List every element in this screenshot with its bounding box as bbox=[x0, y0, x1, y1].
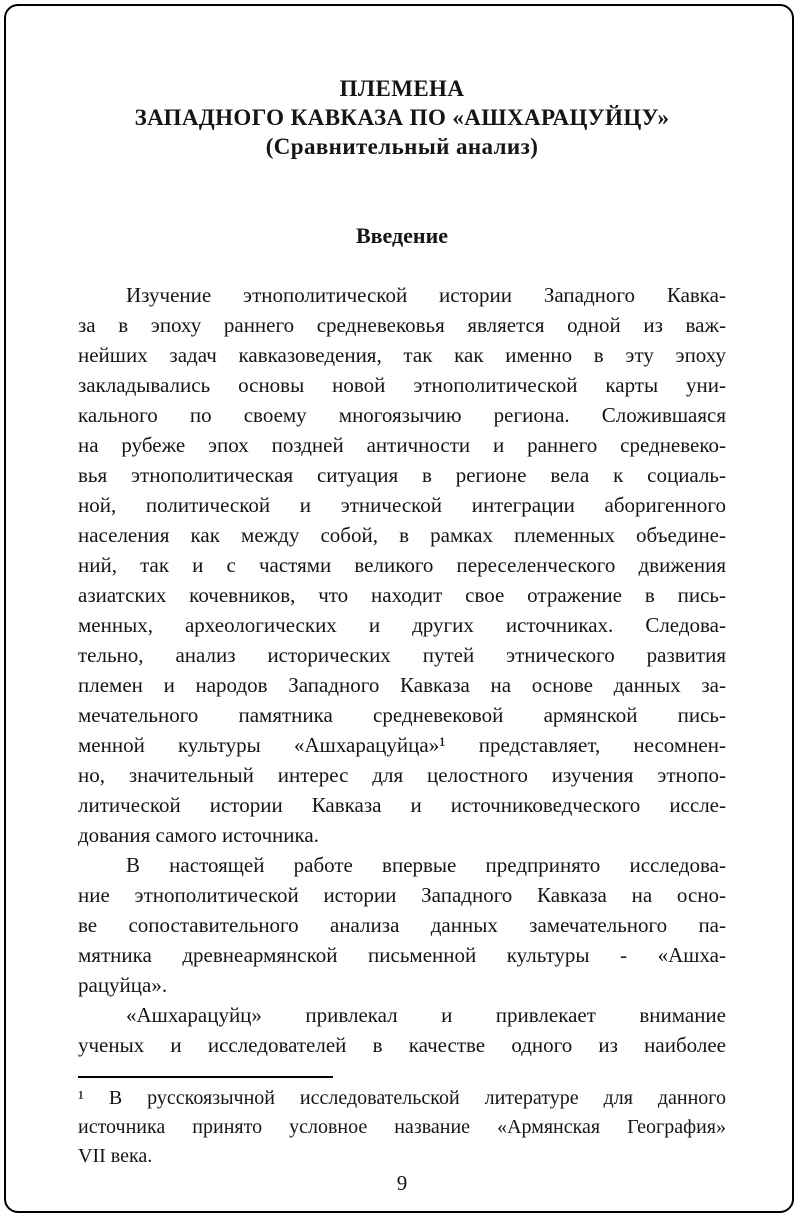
text-line: В настоящей работе впервые предпринято исследова- bbox=[126, 853, 726, 877]
text-line: мечательного памятника средневековой армянской пись- bbox=[78, 703, 726, 727]
footnote bbox=[78, 1084, 726, 1171]
text-line: тельно, анализ исторических путей этнического развития bbox=[78, 643, 726, 667]
footnote-line: VII века. bbox=[78, 1145, 153, 1167]
chapter-title bbox=[78, 74, 726, 161]
chapter-title-line-1: ПЛЕМЕНА bbox=[339, 76, 465, 101]
text-line: ве сопоставительного анализа данных замечательного па- bbox=[78, 913, 726, 937]
text-line: «Ашхарацуйц» привлекал и привлекает внимание bbox=[126, 1003, 726, 1027]
text-line: кального по своему многоязычию региона. Сложившаяся bbox=[78, 403, 726, 427]
page-number: 9 bbox=[396, 1171, 408, 1195]
text-line: населения как между собой, в рамках племенных объедине- bbox=[78, 523, 726, 547]
text-line: рацуйца». bbox=[78, 973, 168, 997]
text-line: менных, археологических и других источниках. Следова- bbox=[78, 613, 726, 637]
paragraph bbox=[78, 280, 726, 850]
text-line: азиатских кочевников, что находит свое отражение в пись- bbox=[78, 583, 726, 607]
text-line: ний, так и с частями великого переселенческого движения bbox=[78, 553, 726, 577]
text-line: литической истории Кавказа и источниковедческого иссле- bbox=[78, 793, 726, 817]
paragraph bbox=[78, 850, 726, 1000]
section-heading: Введение bbox=[355, 223, 449, 248]
text-line: племен и народов Западного Кавказа на основе данных за- bbox=[78, 673, 726, 697]
text-line: за в эпоху раннего средневековья является одной из важ- bbox=[78, 313, 726, 337]
text-line: менной культуры «Ашхарацуйца»¹ представляет, несомнен- bbox=[78, 733, 726, 757]
footnote-line: ¹ В русскоязычной исследовательской литературе для данного bbox=[78, 1087, 726, 1109]
footnote-separator bbox=[78, 1076, 333, 1078]
text-line: на рубеже эпох поздней античности и раннего средневеко- bbox=[78, 433, 726, 457]
chapter-title-line-2: ЗАПАДНОГО КАВКАЗА ПО «АШХАРАЦУЙЦУ» bbox=[134, 105, 670, 130]
page-content bbox=[78, 0, 726, 1196]
paragraph bbox=[78, 1000, 726, 1060]
body-paragraphs bbox=[78, 280, 726, 1060]
chapter-title-line-3: (Сравнительный анализ) bbox=[265, 134, 539, 159]
text-line: ной, политической и этнической интеграции аборигенного bbox=[78, 493, 726, 517]
text-line: ученых и исследователей в качестве одного из наиболее bbox=[78, 1033, 726, 1057]
text-line: закладывались основы новой этнополитической карты уни- bbox=[78, 373, 726, 397]
text-line: вья этнополитическая ситуация в регионе вела к социаль- bbox=[78, 463, 726, 487]
text-line: дования самого источника. bbox=[78, 823, 319, 847]
text-line: ние этнополитической истории Западного Кавказа на осно- bbox=[78, 883, 726, 907]
text-line: Изучение этнополитической истории Западного Кавка- bbox=[126, 283, 726, 307]
text-line: нейших задач кавказоведения, так как именно в эту эпоху bbox=[78, 343, 726, 367]
text-line: мятника древнеармянской письменной культуры - «Ашха- bbox=[78, 943, 726, 967]
footnote-line: источника принято условное название «Армянская География» bbox=[78, 1116, 726, 1138]
text-line: но, значительный интерес для целостного изучения этнопо- bbox=[78, 763, 726, 787]
